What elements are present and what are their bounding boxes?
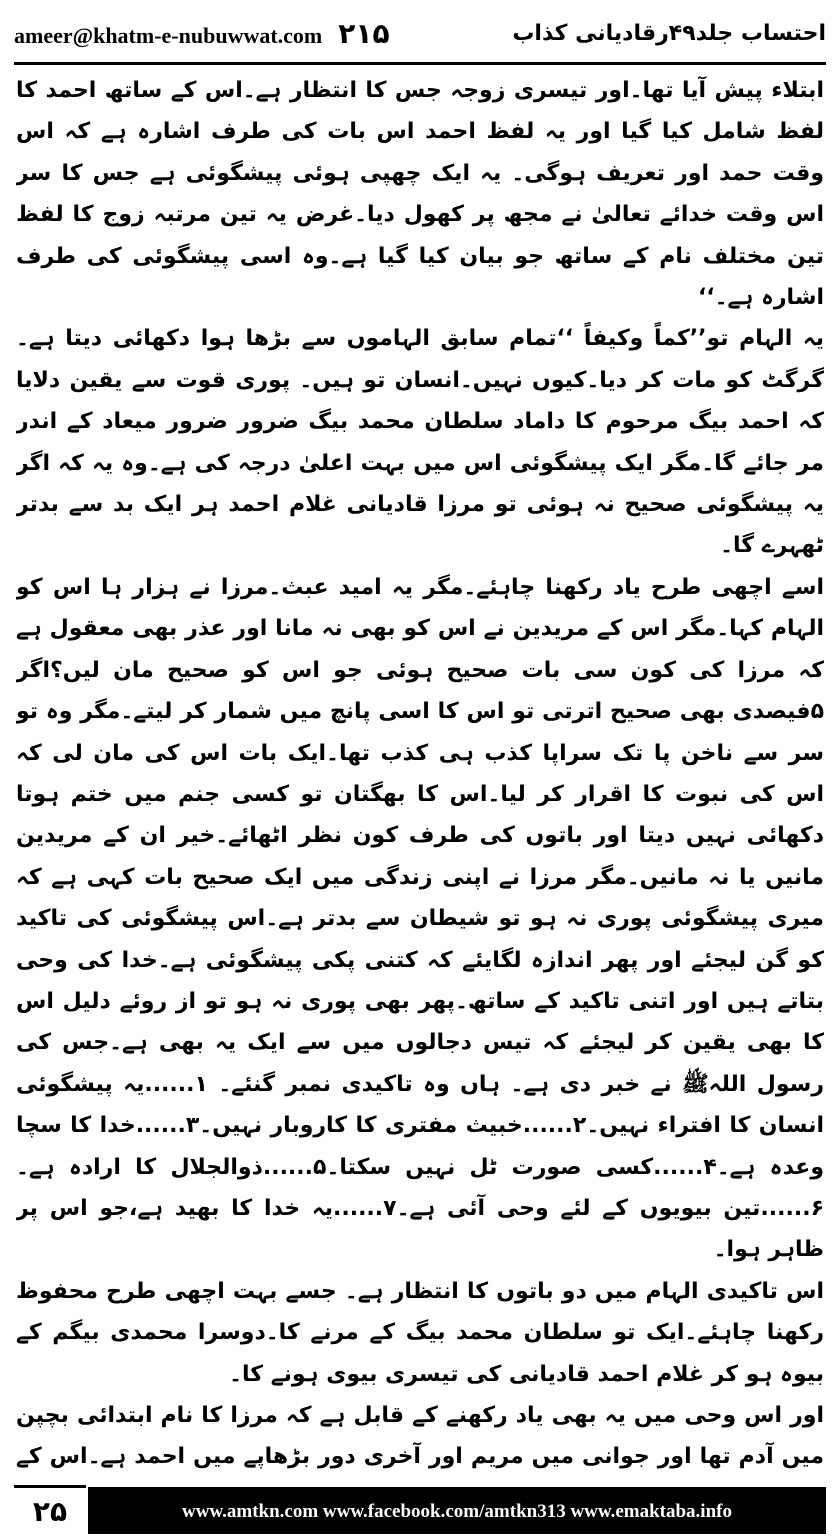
paragraph-4: اس تاکیدی الہام میں دو باتوں کا انتظار ہے۔ جسے بہت اچھی طرح محفوظ رکھنا چاہئے۔ایک تو سلطان محمد بیگ کے مرنے کا۔دوسرا محمدی بیگم کے بیوہ ہو کر غلام احمد قادیانی کی تیسری بیوی ہونے کا۔ (16, 1278, 824, 1387)
page-body (16, 70, 824, 1470)
header-book-title: احتساب جلد۴۹رقادیانی کذاب (512, 20, 826, 46)
footer-page-number: ۲۵ (14, 1485, 86, 1536)
paragraph-1: ابتلاء پیش آیا تھا۔اور تیسری زوجہ جس کا انتظار ہے۔اس کے ساتھ احمد کا لفظ شامل کیا گیا اور یہ لفظ احمد اس بات کی طرف اشارہ ہے کہ اس وقت حمد اور تعریف ہوگی۔ یہ ایک چھپی ہوئی پیشگوئی ہے جس کا سر اس وقت خدائے تعالیٰ نے مجھ پر کھول دیا۔غرض یہ تین مرتبہ زوج کا لفظ تین مختلف نام کے ساتھ جو بیان کیا گیا ہے۔وہ اسی پیشگوئی کی طرف اشارہ ہے۔‘‘ (16, 78, 824, 311)
header-page-number: ۲۱۵ (338, 16, 390, 50)
header-email: ameer@khatm-e-nubuwwat.com (14, 22, 323, 48)
header-left-group (14, 17, 390, 50)
page-footer (14, 1484, 826, 1536)
paragraph-2: یہ الہام تو’’کماً وکیفاً ‘‘تمام سابق الہاموں سے بڑھا ہوا دکھائی دیتا ہے۔ گرگٹ کو مات کر دیا۔کیوں نہیں۔انسان تو ہیں۔ پوری قوت سے یقین دلایا کہ احمد بیگ مرحوم کا داماد سلطان محمد بیگ ضرور ضرور میعاد کے اندر مر جائے گا۔مگر ایک پیشگوئی اس میں بہت اعلیٰ درجہ کی ہے۔وہ یہ کہ اگر یہ پیشگوئی صحیح نہ ہوئی تو مرزا قادیانی غلام احمد ہر ایک بد سے بدتر ٹھہرے گا۔ (16, 326, 824, 559)
page-header (14, 6, 826, 60)
footer-links: www.amtkn.com www.facebook.com/amtkn313 www.emaktaba.info (88, 1487, 826, 1534)
paragraph-3: اسے اچھی طرح یاد رکھنا چاہئے۔مگر یہ امید عبث۔مرزا نے ہزار ہا اس کو الہام کہا۔مگر اس کے مریدین نے اس کو بھی نہ مانا اور عذر بھی معقول ہے کہ مرزا کی کون سی بات صحیح ہوئی جو اس کو صحیح مان لیں؟اگر ۵فیصدی بھی صحیح اترتی تو اس کا اسی پانچ میں شمار کر لیتے۔مگر وہ تو سر سے ناخن پا تک سراپا کذب ہی کذب تھا۔ایک بات اس کی مان لی کہ اس کی نبوت کا اقرار کر لیا۔اس کا بھگتان تو کسی جنم میں ختم ہوتا دکھائی نہیں دیتا اور باتوں کی طرف کون نظر اٹھائے۔خیر ان کے مریدین مانیں یا نہ مانیں۔مگر مرزا نے اپنی زندگی میں ایک صحیح بات کہی ہے کہ میری پیشگوئی پوری نہ ہو تو شیطان سے بدتر ہے۔اس پیشگوئی کی تاکید کو گن لیجئے اور پھر اندازہ لگایئے کہ کتنی پکی پیشگوئی ہے۔خدا کی وحی بتاتے ہیں اور اتنی تاکید کے ساتھ۔پھر بھی پوری نہ ہو تو از روئے دلیل اس کا بھی یقین کر لیجئے کہ تیس دجالوں میں سے ایک یہ بھی ہے۔جس کی رسول اللہﷺ نے خبر دی ہے۔ ہاں وہ تاکیدی نمبر گنئے۔ ۱......یہ پیشگوئی انسان کا افتراء نہیں۔۲......خبیث مفتری کا کاروبار نہیں۔۳......خدا کا سچا وعدہ ہے۔۴......کسی صورت ٹل نہیں سکتا۔۵......ذوالجلال کا ارادہ ہے۔۶......تین بیویوں کے لئے وحی آئی ہے۔۷......یہ خدا کا بھید ہے،جو اس پر ظاہر ہوا۔ (16, 574, 824, 1263)
paragraph-5: اور اس وحی میں یہ بھی یاد رکھنے کے قابل ہے کہ مرزا کا نام ابتدائی بچپن میں آدم تھا اور جوانی میں مریم اور آخری دور بڑھاپے میں احمد ہے۔اس کے (16, 1403, 824, 1470)
header-divider (14, 62, 826, 65)
